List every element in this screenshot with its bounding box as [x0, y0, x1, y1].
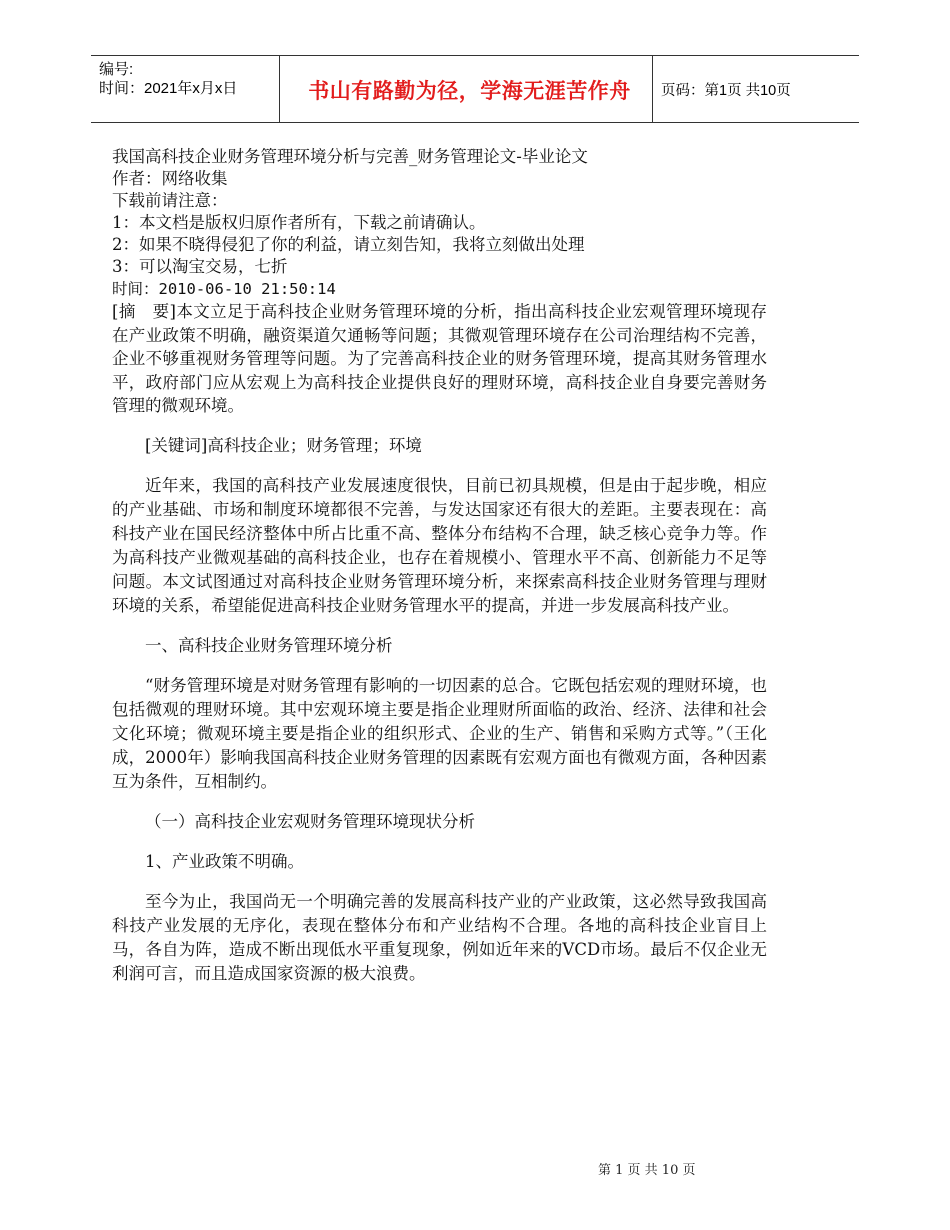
notice-item-2: 2：如果不晓得侵犯了你的利益，请立刻告知，我将立刻做出处理	[112, 235, 585, 254]
subsection-heading-1: （一）高科技企业宏观财务管理环境现状分析	[145, 811, 475, 831]
section-heading-1: 一、高科技企业财务管理环境分析	[145, 635, 393, 655]
point-paragraph-1: 至今为止，我国尚无一个明确完善的发展高科技产业的产业政策，这必然导致我国高科技产业发展的无序化，表现在整体分布和产业结构不合理。各地的高科技企业盲目上马，各自为阵，造成不断出现低水平重复现象，例如近年来的VCD市场。最后不仅企业无利润可言，而且造成国家资源的极大浪费。	[112, 891, 767, 983]
notice-item-1: 1：本文档是版权归原作者所有，下载之前请确认。	[112, 213, 486, 232]
point-heading-1: 1、产业政策不明确。	[145, 851, 304, 871]
header-number-label: 编号:	[99, 61, 134, 78]
quote-paragraph: “财务管理环境是对财务管理有影响的一切因素的总合。它既包括宏观的理财环境，也包括微观的理财环境。其中宏观环境主要是指企业理财所面临的政治、经济、法律和社会文化环境；微观环境主要是指企业的组织形式、企业的生产、销售和采购方式等。”（王化成，2000年）影响我国高科技企业财务管理的因素既有宏观方面也有微观方面，各种因素互为条件，互相制约。	[112, 675, 767, 791]
header-divider-right	[652, 56, 653, 122]
keywords-line: [关键词]高科技企业；财务管理；环境	[145, 435, 422, 455]
header-divider-left	[279, 56, 280, 122]
document-time: 时间：2010-06-10 21:50:14	[112, 280, 336, 298]
notice-item-3: 3：可以淘宝交易，七折	[112, 257, 288, 276]
notice-heading: 下载前请注意：	[112, 191, 228, 210]
page-footer: 第 1 页 共 10 页	[598, 1163, 696, 1178]
document-body	[112, 146, 767, 986]
header-meta	[99, 60, 237, 98]
intro-paragraph: 近年来，我国的高科技产业发展速度很快，目前已初具规模，但是由于起步晚，相应的产业基础、市场和制度环境都很不完善，与发达国家还有很大的差距。主要表现在：高科技产业在国民经济整体中所占比重不高、整体分布结构不合理，缺乏核心竞争力等。作为高科技产业微观基础的高科技企业，也存在着规模小、管理水平不高、创新能力不足等问题。本文试图通过对高科技企业财务管理环境分析，来探索高科技企业财务管理与理财环境的关系，希望能促进高科技企业财务管理水平的提高，并进一步发展高科技产业。	[112, 475, 767, 615]
document-author: 作者：网络收集	[112, 169, 228, 188]
header-motto: 书山有路勤为径，学海无涯苦作舟	[308, 79, 631, 103]
header-time-label: 时间：2021年x月x日	[99, 80, 238, 97]
document-header	[91, 55, 859, 123]
document-title: 我国高科技企业财务管理环境分析与完善_财务管理论文-毕业论文	[112, 147, 588, 166]
abstract-paragraph: [摘 要]本文立足于高科技企业财务管理环境的分析，指出高科技企业宏观管理环境现存在产业政策不明确，融资渠道欠通畅等问题；其微观管理环境存在公司治理结构不完善，企业不够重视财务管理等问题。为了完善高科技企业的财务管理环境，提高其财务管理水平，政府部门应从宏观上为高科技企业提供良好的理财环境，高科技企业自身要完善财务管理的微观环境。	[112, 302, 767, 416]
header-page-info: 页码：第1页 共10页	[661, 83, 791, 99]
